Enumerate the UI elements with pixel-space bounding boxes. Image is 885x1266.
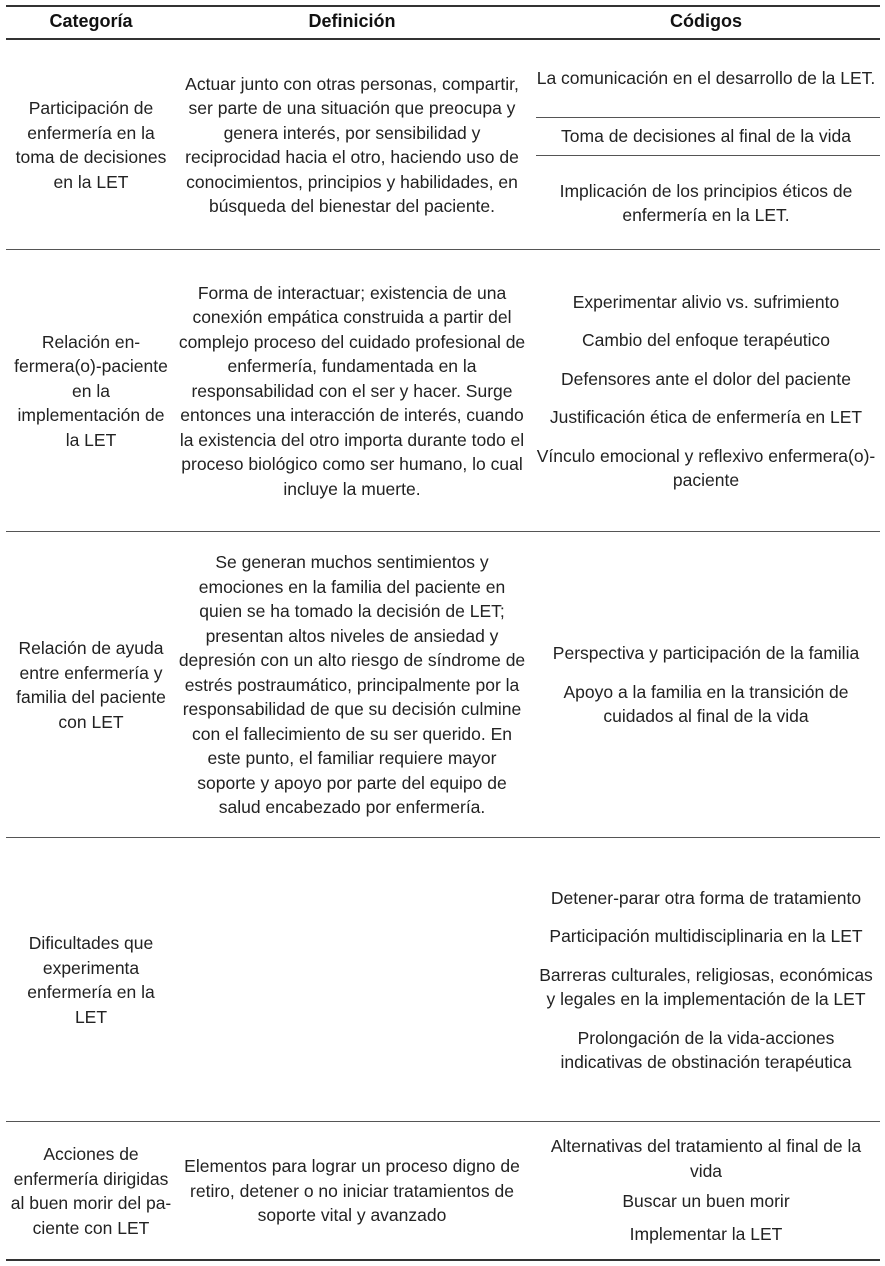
- row1-rule: [6, 249, 880, 250]
- row2-codes: [536, 251, 876, 531]
- row4-codes: [536, 839, 876, 1121]
- row1-categoria: Participación de enfermería en la toma de decisiones en la LET: [15, 98, 167, 192]
- row2-categoria: Relación enfermera(o)-paciente en la implementación de la LET: [14, 331, 168, 450]
- row2-rule: [6, 531, 880, 532]
- header-codigos: Códigos: [670, 11, 742, 31]
- row3-codes: [536, 533, 876, 837]
- row3-code-2: Apoyo a la familia en la transición de cuidados al final de la vida: [563, 681, 849, 727]
- row2-code-4: Justificación ética de enfermería en LET: [549, 407, 863, 427]
- header-categoria: Categoría: [49, 11, 133, 31]
- row2-code-2: Cambio del enfoque terapéutico: [581, 330, 831, 350]
- row3-rule: [6, 837, 880, 838]
- row1-code-2: Toma de decisiones al final de la vida: [561, 125, 851, 146]
- row1-code-3: Implicación de los principios éticos de enfermería en la LET.: [559, 180, 853, 225]
- row1-code-1: La comunicación en el desarrollo de la LET.: [536, 67, 876, 88]
- row3-definicion: Se generan muchos sentimientos y emociones en la familia del paciente en quien se ha tomado la decisión de LET; presentan altos niveles de ansiedad y depresión con un alto riesgo de síndrome de estrés postraumático, principalmente por la responsabilidad de que su decisión culmine con el fallecimiento de su ser querido. En este punto, el familiar requiere mayor soporte y apoyo por parte del equipo de salud encabezado por enfermería.: [178, 552, 526, 818]
- row4-definicion: [178, 839, 526, 1121]
- table-top-rule: [6, 5, 880, 7]
- row4-categoria: Dificultades que experimenta enfermería en la LET: [27, 933, 155, 1027]
- table-bottom-rule: [6, 1259, 880, 1261]
- row5-code-1: Alternativas del tratamiento al final de la vida: [550, 1136, 862, 1181]
- row2-definicion: Forma de interactuar; existencia de una conexión empática construida a partir del complejo proceso del cuidado profesional de enfermería, fundamentada en la responsabilidad con el ser y hacer. Surge entonces una interacción de interés, cuando la existencia del otro importa durante todo el proceso biológico como ser humano, lo cual incluye la muerte.: [178, 282, 526, 499]
- header-definicion: Definición: [308, 11, 396, 31]
- row3-code-1: Perspectiva y participación de la familia: [552, 643, 860, 664]
- row5-categoria: Acciones de enfermería dirigidas al buen morir del paciente con LET: [10, 1144, 172, 1238]
- row5-codes: [536, 1123, 876, 1259]
- row2-code-5: Vínculo emocional y reflexivo enfermera(o)-paciente: [536, 445, 876, 490]
- row2-code-1: Experimentar alivio vs. sufrimiento: [572, 291, 840, 312]
- row5-definicion: Elementos para lograr un proceso digno de retiro, detener o no iniciar tratamientos de soporte vital y avanzado: [184, 1156, 520, 1226]
- categories-table: [6, 5, 880, 1261]
- row5-code-3: Implementar la LET: [629, 1223, 783, 1244]
- row4-code-3: Barreras culturales, religiosas, económicas y legales en la implementación de la LET: [539, 964, 873, 1009]
- row5-code-2: Buscar un buen morir: [622, 1191, 790, 1211]
- row4-code-4: Prolongación de la vida-acciones indicativas de obstinación terapéutica: [560, 1027, 852, 1072]
- row3-categoria: Relación de ayuda entre enfermería y familia del paciente con LET: [16, 638, 166, 732]
- row4-code-2: Participación multidisciplinaria en la LET: [549, 926, 863, 946]
- row1-definicion: Actuar junto con otras personas, compartir, ser parte de una situación que preocupa y genera interés, por sensibilidad y reciprocidad hacia el otro, haciendo uso de conocimientos, principios y habilidades, en búsqueda del bienestar del paciente.: [185, 73, 519, 216]
- row4-code-1: Detener-parar otra forma de tratamiento: [550, 887, 862, 908]
- row2-code-3: Defensores ante el dolor del paciente: [561, 368, 851, 389]
- row4-rule: [6, 1121, 880, 1122]
